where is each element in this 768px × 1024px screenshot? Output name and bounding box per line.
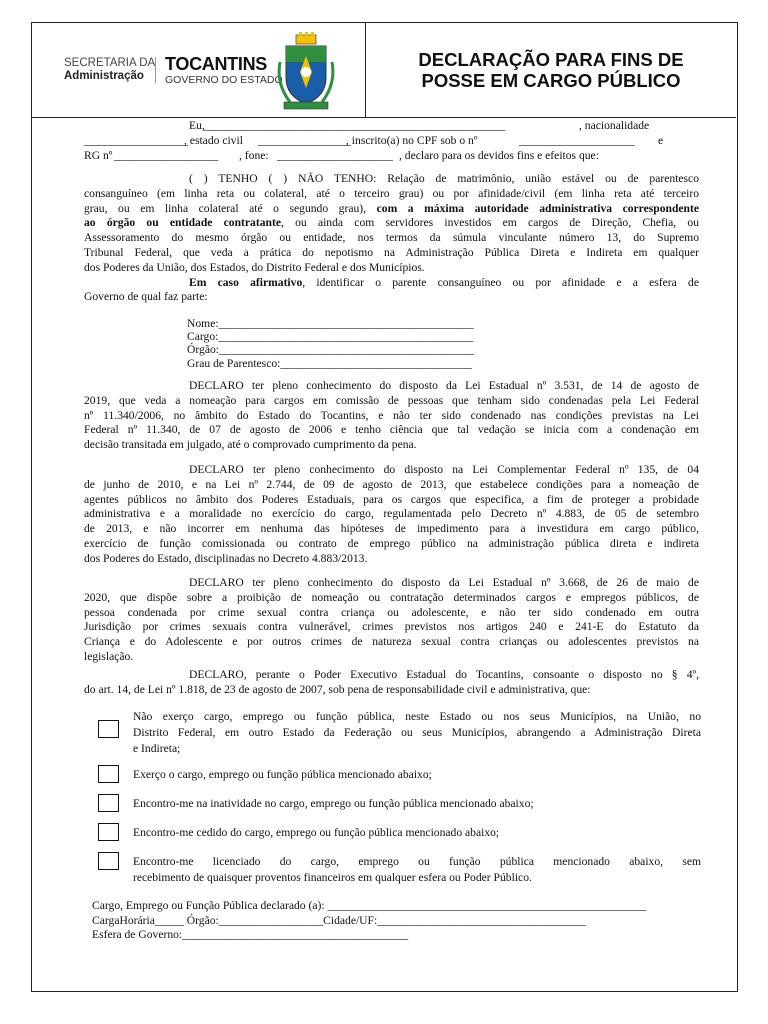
declaro-3-line: legislação. (84, 649, 134, 663)
parentesco-line: ( ) TENHO ( ) NÃO TENHO: Relação de matrimônio, união estável ou de parentesco (189, 172, 699, 185)
declaro-3-line: 2020, que dispõe sobre a proibição de nomeação ou contratação determinados cargos e empregos públicos, de (84, 590, 699, 604)
rg-label: RG nº (84, 149, 113, 162)
option-checkbox-nao-exerco[interactable] (98, 720, 119, 738)
carga-horaria-label: CargaHorária (92, 914, 155, 927)
cpf-label: , inscrito(a) no CPF sob o nº (346, 134, 478, 147)
declaro-1-line: decisão transitada em julgado, até o comprovado cumprimento da pena. (84, 438, 417, 452)
cargo-declarado-label: Cargo, Emprego ou Função Pública declarado (a): (92, 899, 328, 912)
declaro-1-paragraph (84, 379, 699, 453)
declaro-2-line: dos Poderes do Estado, disciplinadas no Decreto 4.883/2013. (84, 551, 368, 565)
document-title (366, 23, 736, 117)
state-name: TOCANTINS (165, 54, 267, 74)
parentesco-line (84, 202, 699, 217)
parentesco-line: Tribunal Federal, que veda a prática do nepotismo na Administração Pública Direta e Indireta em qualquer (84, 245, 699, 259)
nome-label: Nome: (187, 317, 219, 330)
title-line-2: POSSE EM CARGO PÚBLICO (421, 70, 681, 91)
eu-label: Eu, (189, 119, 205, 132)
option-nao-exerco (133, 709, 701, 757)
option-checkbox-licenciado[interactable] (98, 852, 119, 870)
declaro-3-paragraph (84, 576, 699, 665)
header (32, 23, 736, 118)
declaro-3-line: DECLARO ter pleno conhecimento do disposto da Lei Estadual nº 3.668, de 26 de maio de (189, 576, 699, 589)
caso-afirmativo-text: , identificar o parente consanguíneo ou por afinidade e a esfera de (302, 275, 699, 289)
option-text: Distrito Federal, em outro Estado da Federação ou seus Municípios, abrangendo a Administração Direta (133, 726, 701, 739)
parentesco-bold: com a máxima autoridade administrativa correspondente (376, 201, 700, 215)
option-text: e Indireta; (133, 742, 181, 755)
parentesco-paragraph (84, 172, 699, 305)
caso-afirmativo-line: Governo de qual faz parte: (84, 290, 208, 304)
fone-label: , fone: (239, 149, 269, 162)
option-licenciado (133, 854, 701, 886)
state-subtitle: GOVERNO DO ESTADO (165, 74, 283, 86)
declaro-4-line: DECLARO, perante o Poder Executivo Estadual do Tocantins, consoante o disposto no § 4º, (189, 668, 699, 681)
logo-divider (155, 57, 156, 83)
declaro-1-line: DECLARO ter pleno conhecimento do disposto da Lei Estadual nº 3.531, de 14 de agosto de (189, 379, 699, 392)
declaro-1-line: Federal nº 11.340, de 07 de agosto de 2006 e tenho ciência que tal vedação se inicia com a condenação em (84, 423, 699, 437)
esfera-field: Esfera de Governo:_______________________________________ (92, 928, 409, 941)
relative-cargo-field: Cargo:____________________________________________ (187, 330, 474, 343)
cpf-blank: ____________________ (519, 134, 635, 147)
coat-of-arms-icon (276, 32, 336, 112)
declaro-2-line: administrativa e a moralidade no exercício do cargo, regulamentada pelo Decreto nº 4.883, de 05 de setembro (84, 507, 699, 521)
option-checkbox-exerco[interactable] (98, 765, 119, 783)
declaro-intro: , declaro para os devidos fins e efeitos que: (399, 149, 599, 162)
option-text: recebimento de quaisquer proventos financeiros em qualquer esfera ou Poder Público. (133, 871, 532, 884)
orgao-footer-label: Órgão: (186, 914, 219, 927)
option-checkbox-cedido[interactable] (98, 823, 119, 841)
option-text: Encontro-me na inatividade no cargo, emprego ou função pública mencionado abaixo; (133, 797, 534, 810)
administracao-label: Administração (64, 70, 144, 82)
parentesco-text: grau, ou em linha colateral até o segundo grau), (84, 201, 367, 215)
e-label: e (658, 134, 664, 147)
fone-blank: ____________________ (277, 149, 393, 162)
name-blank: ____________________________________________________ (204, 119, 506, 132)
grau-label: Grau de Parentesco: (187, 357, 281, 370)
secretaria-label: SECRETARIA DA (64, 57, 156, 69)
parentesco-text: , ou ainda com servidores investidos em cargos de Direção, Chefia, ou (280, 216, 699, 230)
cargo-declarado-field: Cargo, Emprego ou Função Pública declarado (a): _______________________________________________________ (92, 899, 647, 912)
logo-block (32, 23, 366, 117)
caso-afirmativo-line (84, 276, 699, 291)
declaro-2-paragraph (84, 463, 699, 567)
declaro-2-line: agentes públicos no âmbito dos Poderes Estaduais, para os cargos que especifica, a fim de proteger a probidade (84, 492, 699, 506)
esfera-label: Esfera de Governo: (92, 928, 183, 941)
relative-nome-field: Nome:____________________________________________ (187, 317, 474, 330)
carga-orgao-cidade-field: CargaHorária_____ Órgão:__________________Cidade/UF:____________________________________ (92, 914, 586, 927)
declaro-1-line: 2019, que veda a nomeação para cargos em comissão de pessoas que tenham sido condenadas pela Lei Federal (84, 393, 699, 407)
declaro-2-line: DECLARO ter pleno conhecimento do disposto na Lei Complementar Federal nº 135, de 04 (189, 463, 699, 476)
option-exerco (133, 767, 701, 783)
option-text: Encontro-me cedido do cargo, emprego ou função pública mencionado abaixo; (133, 826, 500, 839)
option-inatividade (133, 796, 701, 812)
declaro-3-line: pessoa condenada por crime sexual contra criança ou adolescente, e não ter sido condenado em outra (84, 605, 699, 619)
declaro-4-line: do art. 14, de Lei nº 1.818, de 23 de agosto de 2007, sob pena de responsabilidade civil e administrativa, que: (84, 682, 591, 696)
declaro-2-line: de junho de 2010, e na Lei nº 2.744, de 09 de agosto de 2013, que estabelece condições para a nomeação de (84, 477, 699, 491)
option-text: Encontro-me licenciado do cargo, emprego ou função pública mencionado abaixo, sem (133, 855, 701, 868)
relative-grau-field: Grau de Parentesco:_________________________________ (187, 357, 472, 370)
declaro-4-paragraph (84, 668, 699, 698)
declaro-2-line: de 2013, e não incorrer em nenhuma das hipóteses de impedimento para a investidura em cargo público, (84, 522, 699, 536)
cargo-label: Cargo: (187, 330, 219, 343)
parentesco-bold-2: ao órgão ou entidade contratante (84, 216, 281, 230)
parentesco-line: consanguíneo (em linha reta ou colateral, até o terceiro grau) ou por afinidade/civil (em linha reta até terceiro (84, 186, 699, 200)
declaro-2-line: exercício de função comissionada ou contrato de emprego público na administração pública direta e indireta (84, 536, 699, 550)
parentesco-line: dos Poderes da União, dos Estados, do Distrito Federal e dos Municípios. (84, 260, 425, 274)
option-cedido (133, 825, 701, 841)
declaro-1-line: nº 11.340/2006, no âmbito do Estado do Tocantins, e não ter sido condenado nas condições previstas na Lei (84, 408, 699, 422)
declaro-3-line: Criança e do Adolescente e por outros crimes de natureza sexual contra crianças ou adolescentes previstos na (84, 635, 699, 649)
declaro-3-line: Jurisdição por crimes sexuais contra vulnerável, crimes previstos nos artigos 240 e 241-E do Estatuto da (84, 620, 699, 634)
cidade-label: Cidade/UF: (323, 914, 378, 927)
option-text: Não exerço cargo, emprego ou função pública, neste Estado ou nos seus Municípios, na União, no (133, 710, 701, 723)
title-line-1: DECLARAÇÃO PARA FINS DE (418, 49, 684, 70)
estado-civil-label: , estado civil (184, 134, 243, 147)
option-text: Exerço o cargo, emprego ou função pública mencionado abaixo; (133, 768, 432, 781)
option-checkbox-inatividade[interactable] (98, 794, 119, 812)
parentesco-line: Assessoramento do mesmo órgão ou entidade, nos termos da súmula vinculante número 13, do Supremo (84, 231, 699, 245)
orgao-label: Órgão: (187, 343, 219, 356)
parentesco-line (84, 216, 699, 231)
document-page (31, 22, 738, 992)
caso-afirmativo-bold: Em caso afirmativo (189, 275, 303, 289)
nacionalidade-label: , nacionalidade (579, 119, 650, 132)
relative-orgao-field: Órgão:____________________________________________ (187, 343, 475, 356)
nacionalidade-blank: __________________ (84, 134, 189, 147)
rg-blank: __________________ (114, 149, 219, 162)
estado-civil-blank: ________________ (258, 134, 351, 147)
